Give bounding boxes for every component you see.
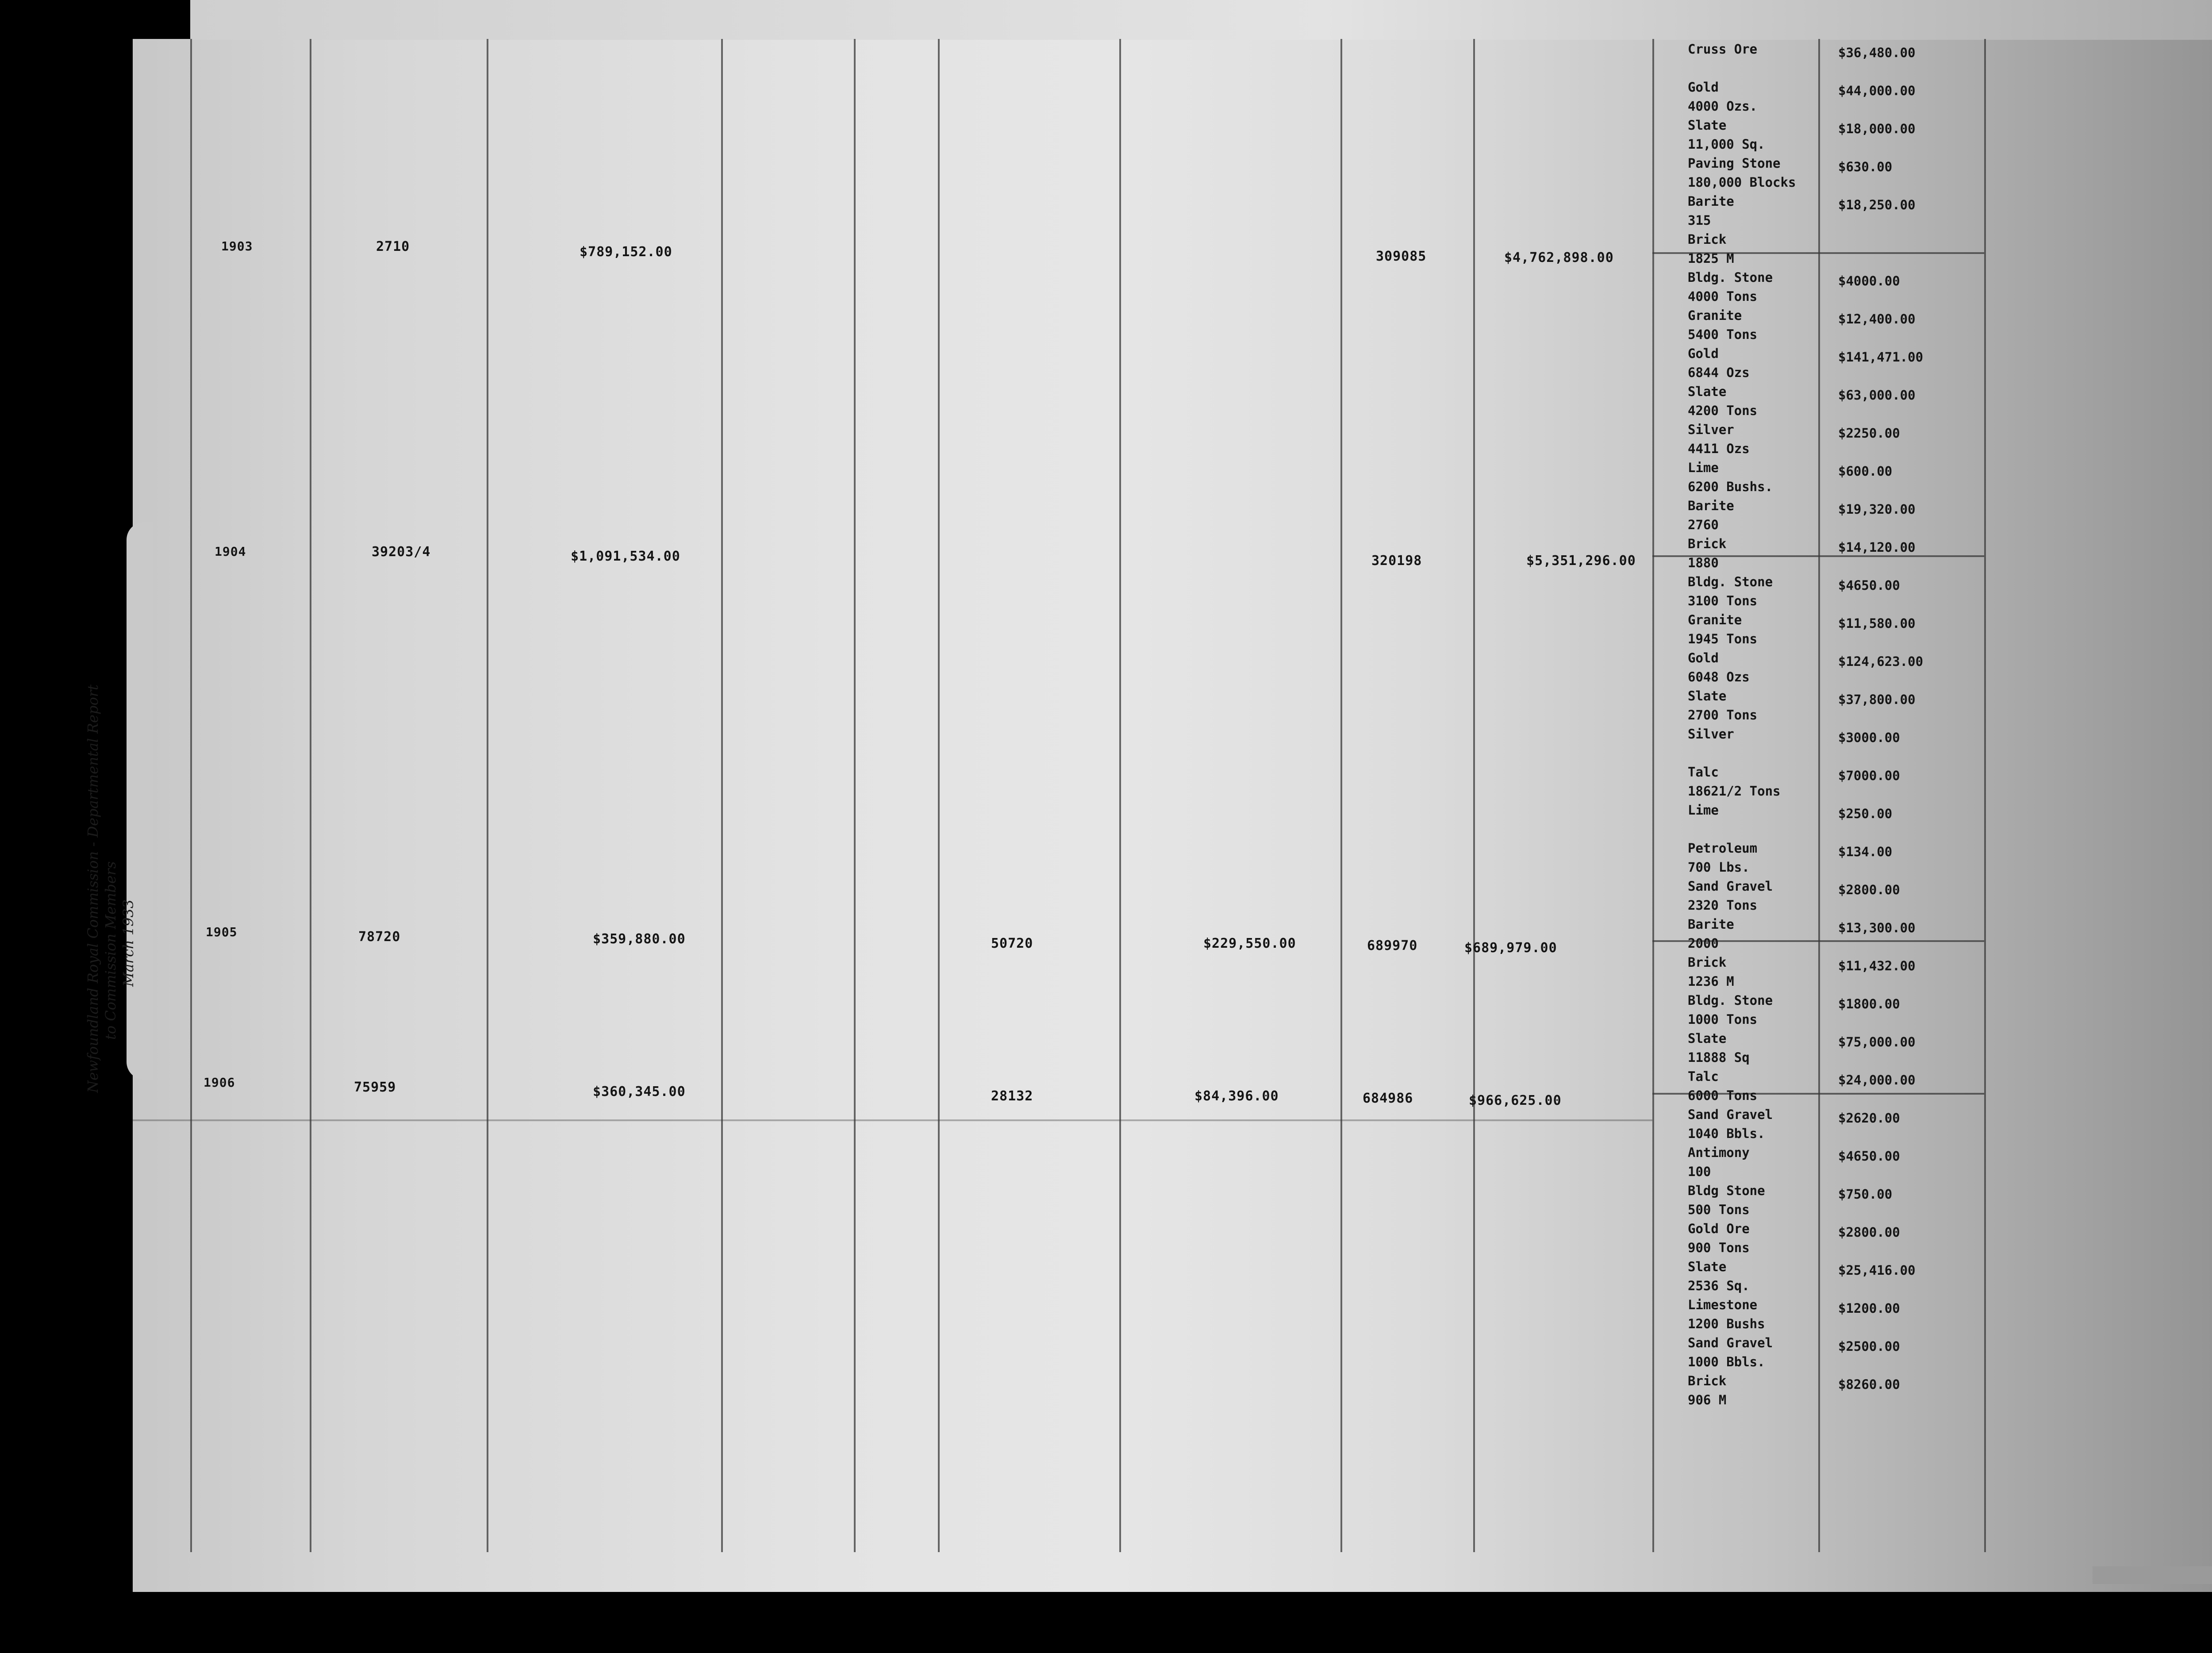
col-b-cell: $789,152.00 [580, 244, 672, 260]
col-c-cell: 50720 [991, 936, 1033, 951]
mineral-label: Brick 906 M [1688, 1373, 1727, 1407]
mineral-label: Sand Gravel 2320 Tons [1688, 879, 1773, 913]
mineral-label: Brick 1880 [1688, 536, 1727, 570]
mineral-label: Bldg. Stone 3100 Tons [1688, 574, 1773, 608]
margin-note-line: to Commission Members [102, 861, 119, 1040]
mineral-value: $2800.00 [1838, 1225, 1900, 1240]
mineral-value: $19,320.00 [1838, 502, 1916, 517]
mineral-label: Bldg. Stone 1000 Tons [1688, 993, 1773, 1027]
column-rule [938, 39, 940, 1552]
mineral-value: $2500.00 [1838, 1339, 1900, 1354]
mineral-label: Gold 6048 Ozs [1688, 650, 1750, 684]
mineral-value: $11,580.00 [1838, 616, 1916, 631]
year-cell: 1903 [221, 239, 253, 254]
mineral-value: $13,300.00 [1838, 920, 1916, 935]
mineral-label: Bldg. Stone 4000 Tons [1688, 270, 1773, 304]
mineral-label: Barite 2760 [1688, 498, 1734, 532]
margin-note-line: Newfoundland Royal Commission - Departmental Report [84, 684, 101, 1093]
col-b-cell: $359,880.00 [593, 931, 686, 947]
mineral-value: $11,432.00 [1838, 958, 1916, 973]
mineral-label: Granite 1945 Tons [1688, 612, 1758, 646]
mineral-value: $25,416.00 [1838, 1263, 1916, 1278]
mineral-label: Silver 4411 Ozs [1688, 422, 1750, 456]
mineral-value: $1200.00 [1838, 1301, 1900, 1316]
col-e-cell: 309085 [1376, 249, 1427, 264]
mineral-label: Slate 11,000 Sq. [1688, 118, 1765, 152]
mineral-label: Gold Ore 900 Tons [1688, 1221, 1750, 1255]
mineral-label: Petroleum 700 Lbs. [1688, 841, 1758, 875]
mineral-label: Antimony 100 [1688, 1145, 1750, 1179]
year-cell: 1906 [204, 1075, 235, 1090]
mineral-value: $4650.00 [1838, 1149, 1900, 1164]
sheet-bottom-strip [2093, 1566, 2212, 1584]
mineral-label: Silver [1688, 727, 1734, 742]
col-a-cell: 78720 [358, 929, 401, 945]
column-rule [1340, 39, 1342, 1552]
mineral-label: Brick 1236 M [1688, 955, 1734, 989]
mineral-label: Granite 5400 Tons [1688, 308, 1758, 342]
column-rule [1652, 39, 1654, 1552]
row-rule [133, 1119, 1652, 1121]
column-rule [1473, 39, 1475, 1552]
mineral-label: Sand Gravel 1000 Bbls. [1688, 1335, 1773, 1369]
column-rule [854, 39, 856, 1552]
col-f-cell: $966,625.00 [1469, 1093, 1562, 1108]
mineral-label: Barite 315 [1688, 194, 1734, 228]
ledger-sheet [133, 39, 2212, 1592]
col-e-cell: 320198 [1371, 553, 1422, 569]
mineral-label: Limestone 1200 Bushs [1688, 1297, 1765, 1331]
year-cell: 1905 [206, 925, 238, 939]
mineral-value: $44,000.00 [1838, 83, 1916, 98]
col-e-cell: 684986 [1363, 1091, 1413, 1106]
mineral-value: $18,000.00 [1838, 121, 1916, 136]
mineral-value: $141,471.00 [1838, 350, 1924, 365]
mineral-value: $250.00 [1838, 806, 1893, 821]
column-rule [487, 39, 488, 1552]
mineral-label: Slate 2536 Sq. [1688, 1259, 1750, 1293]
col-a-cell: 39203/4 [372, 544, 431, 560]
mineral-value: $2620.00 [1838, 1111, 1900, 1126]
mineral-label: Slate 11888 Sq [1688, 1031, 1750, 1065]
mineral-value: $24,000.00 [1838, 1073, 1916, 1088]
mineral-value: $36,480.00 [1838, 45, 1916, 60]
mineral-value: $7000.00 [1838, 768, 1900, 783]
mineral-value: $12,400.00 [1838, 311, 1916, 327]
col-a-cell: 2710 [376, 239, 410, 254]
mineral-value: $1800.00 [1838, 996, 1900, 1011]
column-rule [1818, 39, 1820, 1552]
mineral-value: $75,000.00 [1838, 1034, 1916, 1049]
mineral-value: $14,120.00 [1838, 540, 1916, 555]
col-e-cell: 689970 [1367, 938, 1418, 953]
mineral-label: Paving Stone 180,000 Blocks [1688, 156, 1796, 190]
mineral-value: $8260.00 [1838, 1377, 1900, 1392]
year-cell: 1904 [215, 544, 246, 559]
col-d-cell: $229,550.00 [1203, 936, 1296, 951]
col-a-cell: 75959 [354, 1080, 396, 1095]
mineral-label: Gold 4000 Ozs. [1688, 80, 1758, 114]
mineral-label: Lime 6200 Bushs. [1688, 460, 1773, 494]
mineral-value: $4000.00 [1838, 273, 1900, 288]
mineral-label: Cruss Ore [1688, 42, 1758, 57]
mineral-label: Slate 4200 Tons [1688, 384, 1758, 418]
mineral-label: Barite 2000 [1688, 917, 1734, 951]
mineral-label: Brick 1825 M [1688, 232, 1734, 266]
mineral-value: $63,000.00 [1838, 388, 1916, 403]
column-rule [1119, 39, 1121, 1552]
col-f-cell: $689,979.00 [1464, 940, 1557, 956]
mineral-value: $134.00 [1838, 844, 1893, 859]
mineral-value: $18,250.00 [1838, 197, 1916, 212]
col-f-cell: $5,351,296.00 [1526, 553, 1636, 569]
col-c-cell: 28132 [991, 1088, 1033, 1104]
column-rule [310, 39, 311, 1552]
mineral-label: Lime [1688, 803, 1719, 818]
mineral-value: $2250.00 [1838, 426, 1900, 441]
column-rule [1984, 39, 1986, 1552]
mineral-label: Slate 2700 Tons [1688, 688, 1758, 723]
sheet-top-edge [190, 0, 2212, 40]
mineral-label: Talc 18621/2 Tons [1688, 765, 1781, 799]
column-rule [721, 39, 723, 1552]
mineral-value: $37,800.00 [1838, 692, 1916, 707]
margin-note [84, 684, 137, 1093]
mineral-label: Gold 6844 Ozs [1688, 346, 1750, 380]
margin-note-line: March 1933 [120, 899, 137, 987]
mineral-value: $750.00 [1838, 1187, 1893, 1202]
mineral-label: Bldg Stone 500 Tons [1688, 1183, 1765, 1217]
col-b-cell: $1,091,534.00 [571, 549, 680, 564]
mineral-value: $4650.00 [1838, 578, 1900, 593]
mineral-value: $124,623.00 [1838, 654, 1924, 669]
col-d-cell: $84,396.00 [1194, 1088, 1279, 1104]
mineral-value: $600.00 [1838, 464, 1893, 479]
col-b-cell: $360,345.00 [593, 1084, 686, 1099]
mineral-label: Talc 6000 Tons [1688, 1069, 1758, 1103]
mineral-value: $630.00 [1838, 159, 1893, 174]
mineral-value: $2800.00 [1838, 882, 1900, 897]
mineral-label: Sand Gravel 1040 Bbls. [1688, 1107, 1773, 1141]
mineral-value: $3000.00 [1838, 730, 1900, 745]
col-f-cell: $4,762,898.00 [1504, 250, 1614, 265]
column-rule [190, 39, 192, 1552]
